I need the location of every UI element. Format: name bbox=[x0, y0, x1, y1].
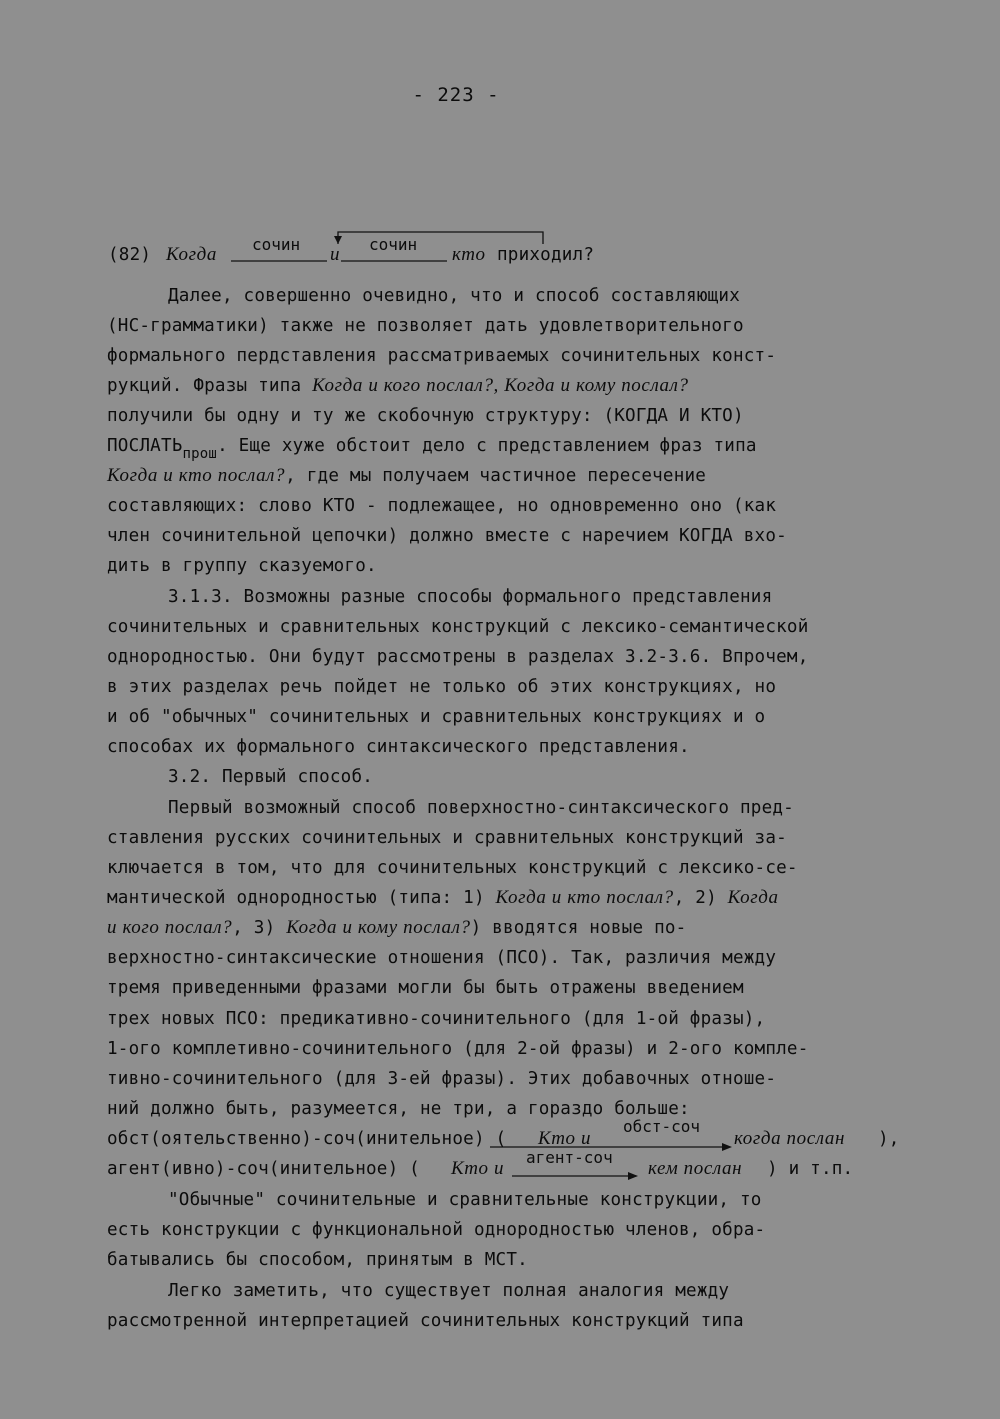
text-line: формального пердставления рассматриваемых сочинительных конст- bbox=[107, 346, 777, 366]
text-line: тремя приведенными фразами могли бы быть отражены введением bbox=[107, 978, 744, 998]
arrow-obst-soch-head bbox=[722, 1143, 732, 1151]
text-fragment: ) и т.п. bbox=[767, 1159, 854, 1179]
text-line: $ПОСЛАТЬ_{прош}$. Еще хуже обстоит дело с представлением фраз типа bbox=[107, 436, 757, 462]
text-line: Легко заметить, что существует полная аналогия между bbox=[168, 1281, 730, 1301]
text-line: способах их формального синтаксического представления. bbox=[107, 737, 690, 757]
text-line: член сочинительной цепочки) должно вместе с наречием КОГДА вхо- bbox=[107, 526, 787, 546]
example-link-label-1: сочин bbox=[252, 235, 301, 254]
example-phrase: когда послан bbox=[734, 1128, 846, 1149]
text-line: ний должно быть, разумеется, не три, а гораздо больше: bbox=[107, 1099, 690, 1119]
example-word-3: кто bbox=[452, 244, 486, 265]
text-line: однородностью. Они будут рассмотрены в разделах 3.2-3.6. Впрочем, bbox=[107, 647, 809, 667]
text-line: (НС-грамматики) также не позволяет дать удовлетворительного bbox=[107, 316, 744, 336]
text-line: дить в группу сказуемого. bbox=[107, 556, 377, 576]
text-line: рукций. Фразы типа Когда и кого послал?, Когда и кому послал? bbox=[107, 375, 689, 396]
text-line: агент(ивно)-соч(инительное) ( bbox=[107, 1159, 420, 1179]
text-line: тивно-сочинительного (для 3-ей фразы). Этих добавочных отноше- bbox=[107, 1069, 777, 1089]
section-heading: 3.1.3. Возможны разные способы формального представления bbox=[168, 587, 773, 607]
text-line: верхностно-синтаксические отношения (ПСО). Так, различия между bbox=[107, 948, 777, 968]
text-line: Далее, совершенно очевидно, что и способ составляющих bbox=[168, 286, 740, 306]
text-line: составляющих: слово КТО - подлежащее, но одновременно оно (как bbox=[107, 496, 777, 516]
example-word-1: Когда bbox=[166, 244, 217, 265]
page-number: - 223 - bbox=[412, 84, 500, 106]
example-phrase: Кто и bbox=[538, 1128, 592, 1149]
example-phrase: кем послан bbox=[648, 1158, 743, 1179]
example-link-label-2: сочин bbox=[369, 235, 418, 254]
text-line: трех новых ПСО: предикативно-сочинительного (для 1-ой фразы), bbox=[107, 1009, 766, 1029]
text-line: рассмотренной интерпретацией сочинительных конструкций типа bbox=[107, 1311, 744, 1331]
example-word-4: приходил? bbox=[497, 245, 595, 265]
relation-label: обст-соч bbox=[623, 1117, 701, 1136]
text-line: Первый возможный способ поверхностно-синтаксического пред- bbox=[168, 798, 794, 818]
text-line: Когда и кто послал?, где мы получаем частичное пересечение bbox=[107, 465, 707, 486]
text-line: в этих разделах речь пойдет не только об этих конструкциях, но bbox=[107, 677, 777, 697]
text-line: сочинительных и сравнительных конструкций с лексико-семантической bbox=[107, 617, 809, 637]
text-line: и об "обычных" сочинительных и сравнительных конструкциях и о bbox=[107, 707, 766, 727]
text-line: получили бы одну и ту же скобочную структуру: (КОГДА И КТО) bbox=[107, 406, 744, 426]
text-line: ключается в том, что для сочинительных конструкций с лексико-се- bbox=[107, 858, 798, 878]
text-line: есть конструкции с функциональной однородностью членов, обра- bbox=[107, 1220, 766, 1240]
relation-label: агент-соч bbox=[526, 1148, 613, 1167]
text-line: и кого послал?, 3) Когда и кому послал?) вводятся новые по- bbox=[107, 917, 687, 938]
example-phrase: Кто и bbox=[451, 1158, 505, 1179]
example-word-2: и bbox=[330, 244, 341, 265]
text-line: мантической однородностью (типа: 1) Когда и кто послал?, 2) Когда bbox=[107, 887, 779, 908]
text-fragment: ), bbox=[878, 1129, 900, 1149]
arrow-agent-soch-head bbox=[628, 1172, 638, 1180]
text-line: "Обычные" сочинительные и сравнительные конструкции, то bbox=[168, 1190, 762, 1210]
section-heading: 3.2. Первый способ. bbox=[168, 767, 374, 787]
text-line: батывались бы способом, принятым в МСТ. bbox=[107, 1250, 528, 1270]
text-line: обст(оятельственно)-соч(инительное) ( bbox=[107, 1129, 507, 1149]
example-number: (82) bbox=[108, 245, 152, 265]
text-line: 1-ого комплетивно-сочинительного (для 2-ой фразы) и 2-ого компле- bbox=[107, 1039, 809, 1059]
text-line: ставления русских сочинительных и сравнительных конструкций за- bbox=[107, 828, 787, 848]
